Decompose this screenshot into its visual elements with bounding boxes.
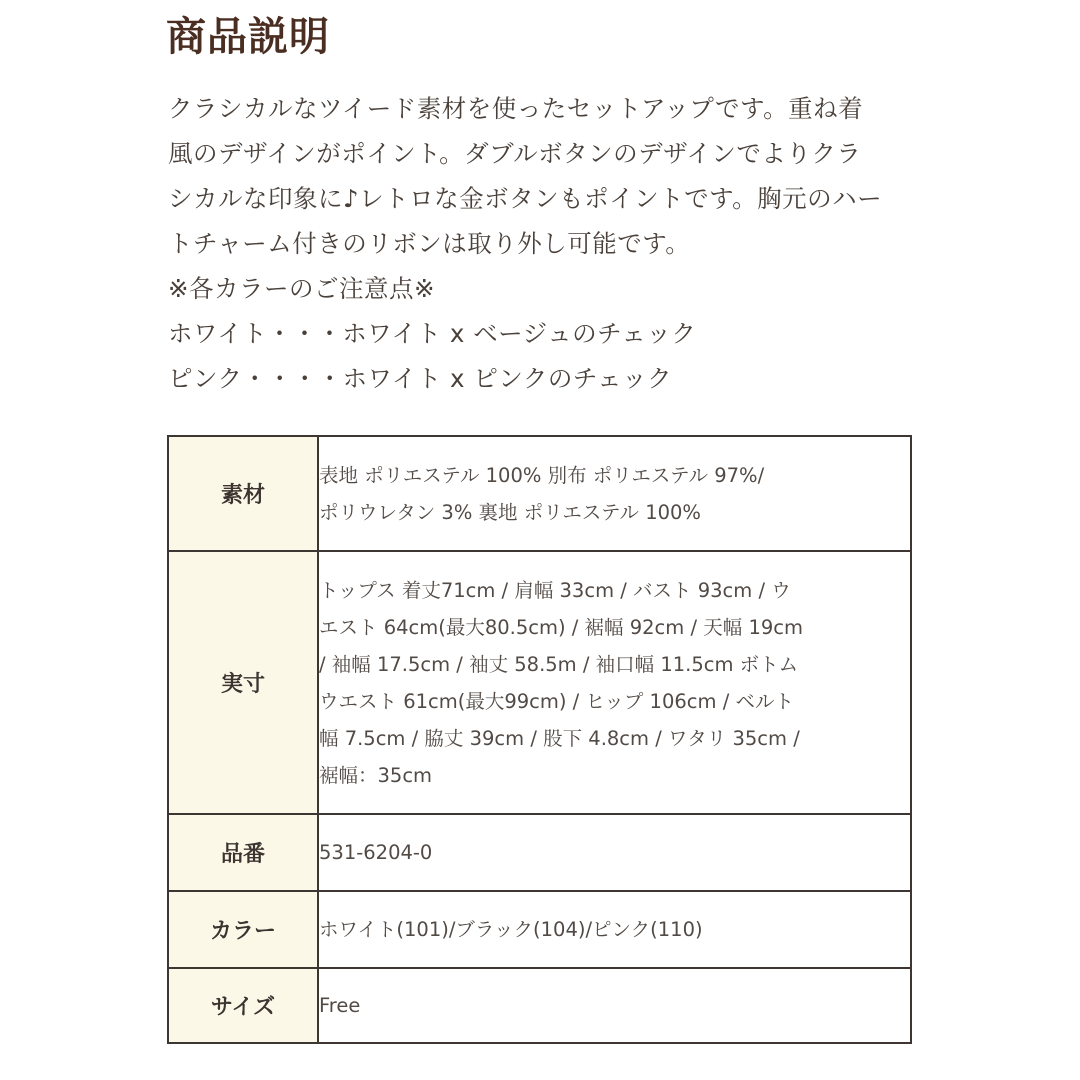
measurements-line: / 袖幅 17.5cm / 袖丈 58.5m / 袖口幅 11.5cm ボトム <box>319 652 799 676</box>
table-row-size <box>168 968 911 1043</box>
material-label: 素材 <box>168 436 318 551</box>
page-title: 商品説明 <box>166 13 330 60</box>
product-description <box>168 86 928 401</box>
color-label: カラー <box>168 891 318 968</box>
description-line: トチャーム付きのリボンは取り外し可能です。 <box>168 229 691 258</box>
color-notes-heading: ※各カラーのご注意点※ <box>168 274 436 303</box>
measurements-line: 裾幅：35cm <box>319 763 433 787</box>
product-number-value: 531-6204-0 <box>318 814 911 891</box>
material-line: 表地 ポリエステル 100% 別布 ポリエステル 97%/ <box>319 463 765 487</box>
color-note-pink: ピンク・・・・ホワイト x ピンクのチェック <box>168 364 673 393</box>
material-value <box>318 436 911 551</box>
color-note-white: ホワイト・・・ホワイト x ベージュのチェック <box>168 319 697 348</box>
table-row-material <box>168 436 911 551</box>
measurements-label: 実寸 <box>168 551 318 814</box>
description-line: 風のデザインがポイント。ダブルボタンのデザインでよりクラ <box>168 139 862 168</box>
spec-table <box>167 435 912 1044</box>
description-line: シカルな印象に♪レトロな金ボタンもポイントです。胸元のハー <box>168 184 883 213</box>
material-line: ポリウレタン 3% 裏地 ポリエステル 100% <box>319 500 701 524</box>
measurements-line: 幅 7.5cm / 脇丈 39cm / 股下 4.8cm / ワタリ 35cm / <box>319 726 800 750</box>
size-label: サイズ <box>168 968 318 1043</box>
product-number-label: 品番 <box>168 814 318 891</box>
size-value: Free <box>318 968 911 1043</box>
table-row-color <box>168 891 911 968</box>
measurements-line: エスト 64cm(最大80.5cm) / 裾幅 92cm / 天幅 19cm <box>319 615 803 639</box>
measurements-line: ウエスト 61cm(最大99cm) / ヒップ 106cm / ベルト <box>319 689 794 713</box>
table-row-measurements <box>168 551 911 814</box>
table-row-product-number <box>168 814 911 891</box>
measurements-line: トップス 着丈71cm / 肩幅 33cm / バスト 93cm / ウ <box>319 578 791 602</box>
measurements-value <box>318 551 911 814</box>
description-line: クラシカルなツイード素材を使ったセットアップです。重ね着 <box>168 94 864 123</box>
color-value: ホワイト(101)/ブラック(104)/ピンク(110) <box>318 891 911 968</box>
